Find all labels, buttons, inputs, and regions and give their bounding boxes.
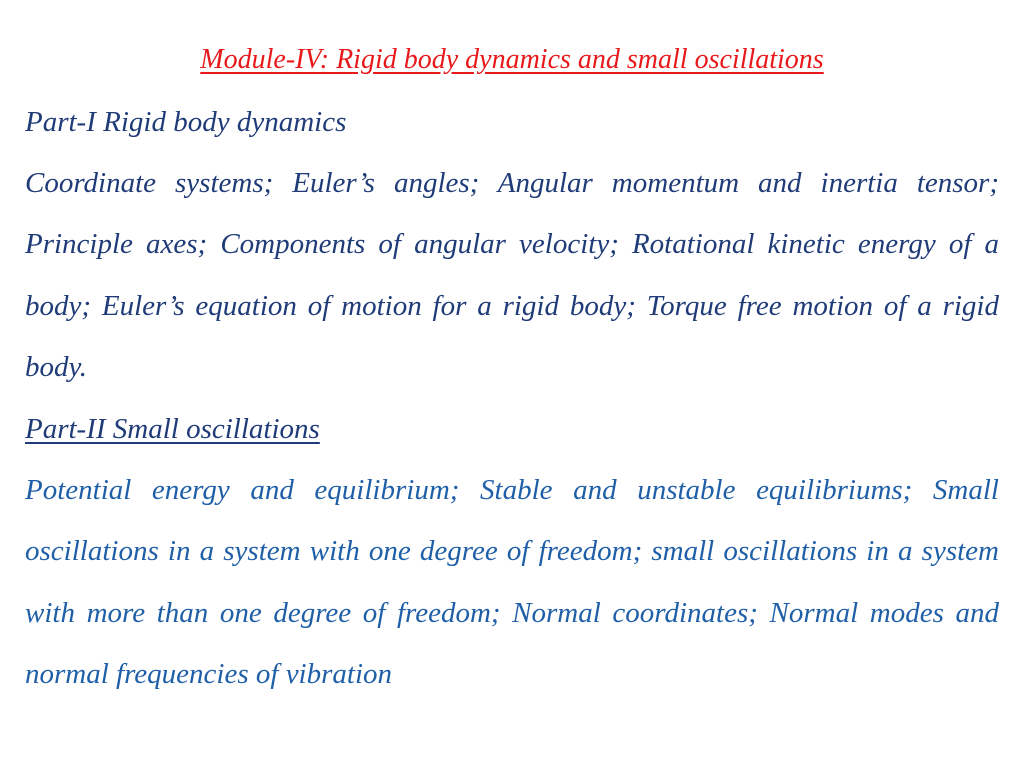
- module-title: Module-IV: Rigid body dynamics and small oscillations: [200, 44, 824, 75]
- part1-topics-paragraph: Coordinate systems; Euler’s angles; Angular momentum and inertia tensor; Principle axes; Components of angular velocity; Rotational kinetic energy of a body; Euler’s equation of motion for a rigid body; Torque free motion of a rigid body.: [25, 167, 999, 383]
- part1-heading: Part-I Rigid body dynamics: [25, 106, 347, 138]
- part2-topics-paragraph: Potential energy and equilibrium; Stable and unstable equilibriums; Small oscillations in a system with one degree of freedom; small oscillations in a system with more than one degree of freedom; Normal coordinates; Normal modes and normal frequencies of vibration: [25, 474, 999, 690]
- part2-heading: Part-II Small oscillations: [25, 413, 320, 445]
